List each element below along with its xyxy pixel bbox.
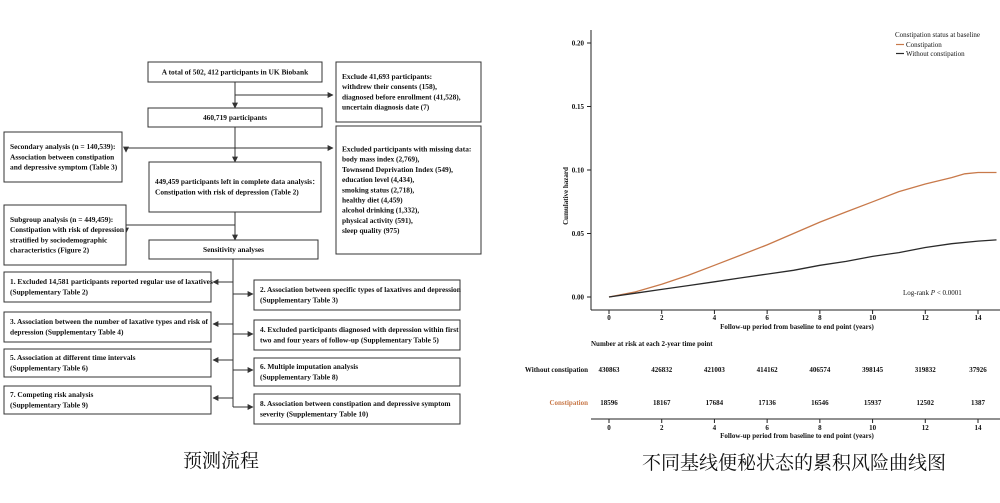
flow-node-excl2 — [336, 126, 481, 254]
flow-text-main: Constipation with risk of depression (Table 2) — [155, 187, 299, 197]
y-ticks — [572, 40, 591, 302]
risk-row-label: Constipation — [549, 399, 588, 407]
flow-node-s1 — [4, 272, 213, 302]
risk-x-tick-label: 6 — [765, 424, 769, 432]
risk-cell: 1387 — [971, 399, 985, 407]
flow-text-p460: 460,719 participants — [202, 112, 268, 122]
flow-node-total — [148, 62, 322, 82]
flow-text-excl2: Excluded participants with missing data: — [342, 144, 472, 154]
flow-text-s1: (Supplementary Table 2) — [10, 287, 89, 297]
flow-text-s4: two and four years of follow-up (Supplementary Table 5) — [260, 335, 439, 345]
flow-text-excl2: Townsend Deprivation Index (549), — [342, 164, 454, 174]
flow-text-excl2: education level (4,434), — [342, 175, 415, 185]
flow-node-s7 — [4, 386, 211, 414]
x-tick-label: 2 — [659, 314, 664, 322]
logrank-annotation — [903, 289, 962, 297]
x-tick-label: 0 — [607, 314, 611, 322]
legend-title: Constipation status at baseline — [895, 31, 980, 39]
flow-text-s3: 3. Association between the number of laxative types and risk of — [10, 317, 208, 327]
risk-cell: 421003 — [703, 366, 725, 374]
risk-cell: 398145 — [862, 366, 884, 374]
risk-cell: 430863 — [598, 366, 620, 374]
flow-text-secondary: Secondary analysis (n = 140,539): — [10, 142, 116, 152]
y-tick-label: 0.00 — [571, 293, 584, 302]
flow-text-secondary: and depressive symptom (Table 3) — [10, 162, 118, 172]
flow-text-s8: severity (Supplementary Table 10) — [260, 409, 369, 419]
logrank-p: P — [930, 289, 936, 297]
y-axis-label: Cumulative hazard — [562, 167, 570, 225]
risk-x-tick-label: 10 — [869, 424, 877, 432]
flow-node-s6 — [254, 358, 460, 386]
flowchart-caption: 预测流程 — [183, 450, 260, 472]
legend-label-constipation: Constipation — [906, 41, 942, 49]
risk-table-rows — [525, 366, 987, 407]
flow-node-s3 — [4, 312, 211, 342]
x-ticks — [607, 310, 982, 322]
flow-text-excl2: sleep quality (975) — [342, 226, 400, 236]
flow-text-s5: 5. Association at different time intervals — [10, 353, 136, 363]
flow-text-excl2: alcohol drinking (1,332), — [342, 205, 420, 215]
risk-table-title: Number at risk at each 2-year time point — [591, 340, 713, 348]
flow-node-s4 — [254, 320, 460, 350]
flow-node-sens — [149, 240, 318, 259]
legend-label-without-constipation: Without constipation — [906, 50, 965, 58]
x-tick-label: 6 — [765, 314, 769, 322]
risk-cell: 37926 — [969, 366, 987, 374]
risk-cell: 12502 — [916, 399, 935, 407]
flow-text-main: 449,459 participants left in complete data analysis： — [155, 177, 320, 187]
risk-cell: 16546 — [811, 399, 829, 407]
risk-cell: 17684 — [705, 399, 724, 407]
flow-text-s3: depression (Supplementary Table 4) — [10, 327, 124, 337]
flow-text-excl2: physical activity (591), — [342, 215, 413, 225]
risk-cell: 406574 — [809, 366, 831, 374]
flow-text-excl1: uncertain diagnosis date (7) — [342, 102, 430, 112]
flow-node-subgroup — [4, 205, 126, 265]
flow-node-excl1 — [336, 62, 481, 122]
flow-text-s6: 6. Multiple imputation analysis — [260, 362, 359, 372]
risk-cell: 319832 — [914, 366, 936, 374]
curve-constipation — [609, 173, 997, 298]
legend — [895, 31, 980, 58]
flow-text-s6: (Supplementary Table 8) — [260, 372, 339, 382]
flow-text-excl2: body mass index (2,769), — [342, 154, 420, 164]
risk-x-tick-label: 0 — [607, 424, 611, 432]
flow-node-p460 — [148, 108, 322, 127]
chart-caption: 不同基线便秘状态的累积风险曲线图 — [642, 452, 947, 474]
risk-table-xticks — [607, 419, 982, 432]
cumulative-hazard-chart — [525, 30, 1000, 440]
flow-text-s5: (Supplementary Table 6) — [10, 363, 89, 373]
curves — [609, 172, 997, 297]
risk-cell: 18167 — [652, 399, 671, 407]
logrank-prefix: Log-rank — [903, 289, 931, 297]
risk-cell: 414162 — [756, 366, 778, 374]
flow-node-s8 — [254, 394, 460, 424]
flow-text-s7: (Supplementary Table 9) — [10, 400, 89, 410]
flow-text-s4: 4. Excluded participants diagnosed with depression within first — [260, 325, 459, 335]
risk-table — [525, 340, 1000, 440]
flow-text-s7: 7. Competing risk analysis — [10, 390, 94, 400]
flow-text-excl2: smoking status (2,718), — [342, 185, 415, 195]
flow-text-s2: (Supplementary Table 3) — [260, 295, 339, 305]
risk-row-label: Without constipation — [524, 366, 588, 374]
flow-text-s8: 8. Association between constipation and depressive symptom — [260, 399, 451, 409]
x-tick-label: 8 — [818, 314, 822, 322]
y-tick-label: 0.10 — [571, 166, 584, 175]
x-tick-label: 12 — [921, 314, 929, 322]
risk-table-xlabel: Follow-up period from baseline to end point (years) — [720, 432, 874, 440]
risk-cell: 18596 — [600, 399, 618, 407]
flow-text-subgroup: Subgroup analysis (n = 449,459): — [10, 215, 114, 224]
logrank-suffix: < 0.0001 — [935, 289, 962, 297]
x-tick-label: 10 — [869, 314, 877, 322]
flow-text-excl1: diagnosed before enrollment (41,528), — [342, 92, 461, 102]
x-axis-label: Follow-up period from baseline to end point (years) — [720, 323, 874, 331]
flow-text-excl2: healthy diet (4,459) — [342, 195, 403, 205]
risk-x-tick-label: 4 — [712, 424, 717, 432]
flow-text-sens: Sensitivity analyses — [203, 244, 264, 254]
y-tick-label: 0.05 — [571, 230, 584, 238]
flow-text-subgroup: stratified by sociodemographic — [10, 235, 108, 245]
risk-x-tick-label: 14 — [974, 424, 982, 432]
flow-text-subgroup: Constipation with risk of depression — [10, 225, 125, 235]
flow-text-subgroup: characteristics (Figure 2) — [10, 245, 90, 255]
risk-cell: 17136 — [758, 399, 776, 407]
y-tick-label: 0.15 — [571, 103, 584, 111]
flow-node-secondary — [4, 132, 122, 182]
flow-text-total: A total of 502, 412 participants in UK Biobank — [161, 67, 309, 77]
y-tick-label: 0.20 — [571, 39, 584, 48]
risk-cell: 426832 — [651, 366, 673, 374]
flow-node-s2 — [254, 280, 461, 310]
flow-text-excl1: withdrew their consents (158), — [342, 82, 437, 92]
flowchart — [4, 62, 481, 424]
flow-text-s2: 2. Association between specific types of laxatives and depression — [260, 285, 461, 295]
x-tick-label: 4 — [712, 314, 717, 322]
flow-node-main — [149, 162, 321, 212]
risk-cell: 15937 — [863, 399, 882, 407]
risk-x-tick-label: 8 — [818, 424, 822, 432]
flow-text-secondary: Association between constipation — [10, 152, 115, 162]
risk-x-tick-label: 2 — [659, 424, 664, 432]
flow-node-s5 — [4, 349, 211, 377]
risk-x-tick-label: 12 — [921, 424, 929, 432]
flow-text-excl1: Exclude 41,693 participants: — [342, 72, 433, 81]
flow-text-s1: 1. Excluded 14,581 participants reported regular use of laxatives — [10, 277, 213, 287]
x-tick-label: 14 — [974, 314, 982, 322]
